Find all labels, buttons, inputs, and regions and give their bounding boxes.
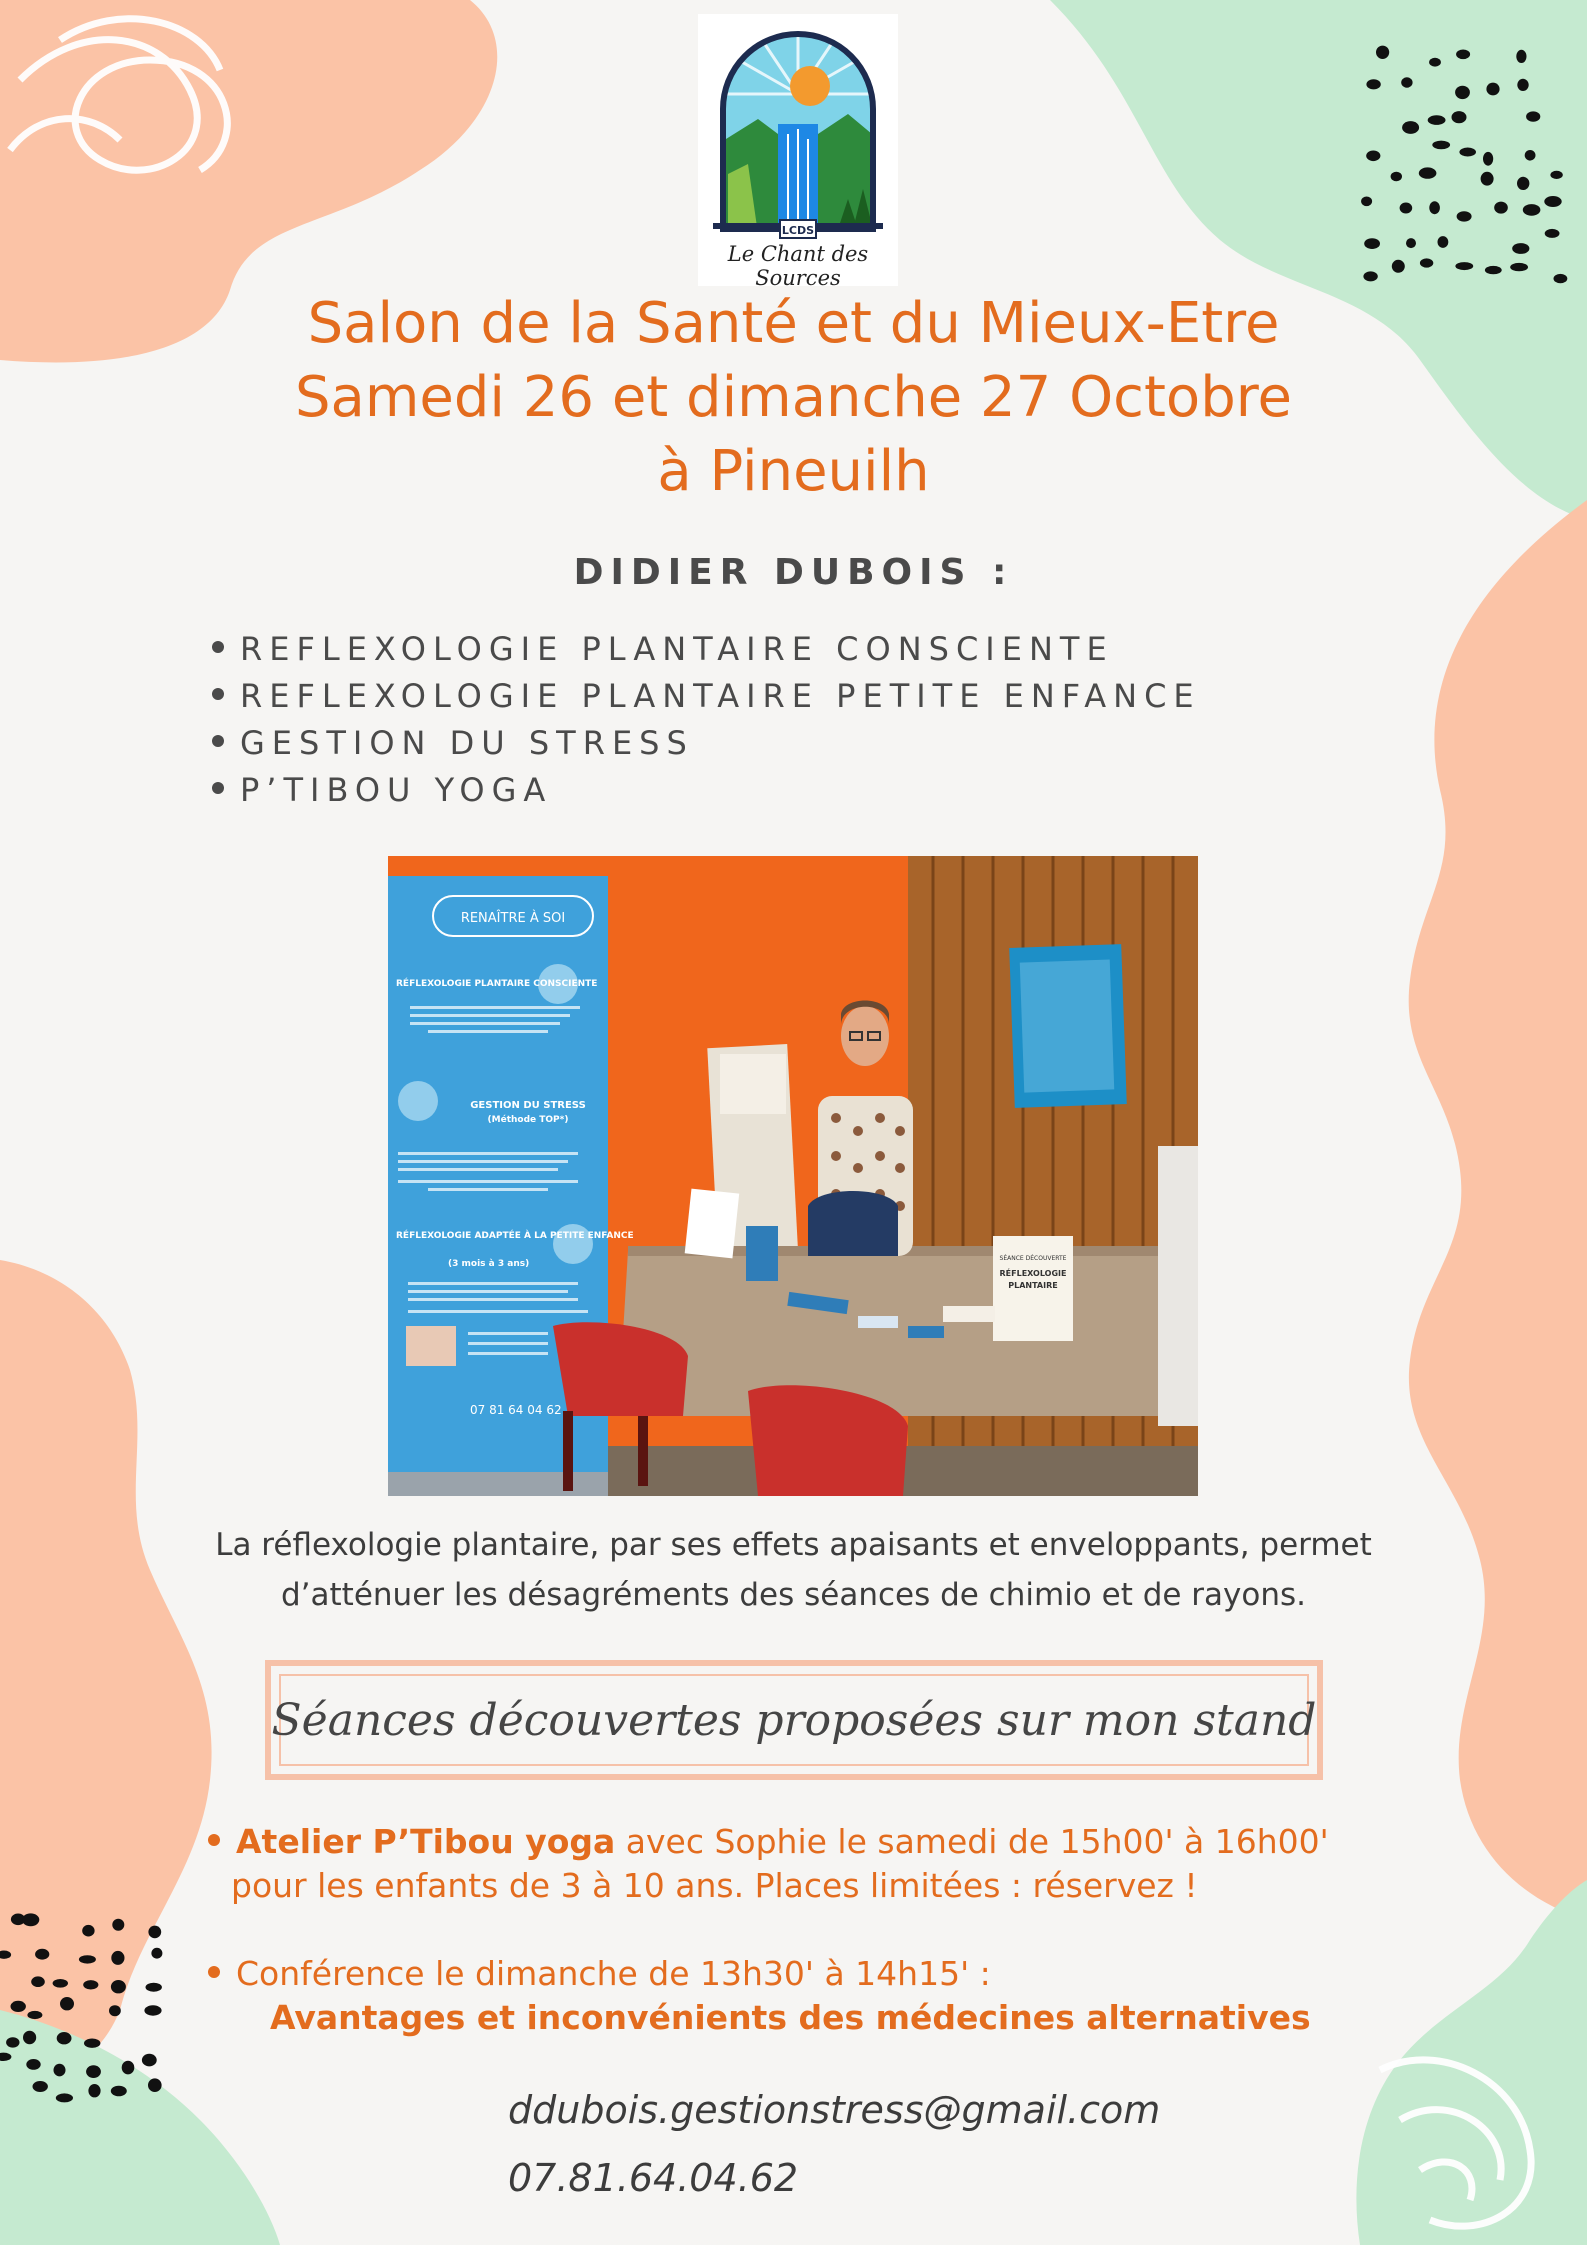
decorative-dot [1494,202,1508,214]
decorative-dot [1401,77,1412,87]
atelier-details-line-2: pour les enfants de 3 à 10 ans. Places limitées : réservez ! [231,1866,1198,1905]
decorative-dot [31,1976,45,1987]
decorative-dot [1545,229,1560,238]
decorative-dot [1526,111,1540,121]
atelier-bullet [208,1820,1329,1864]
decorative-dot [33,2081,48,2092]
event-title: Salon de la Santé et du Mieux-Etre [307,291,1280,356]
decorative-dot [22,1913,39,1926]
discovery-sessions-box [265,1660,1323,1780]
decorative-dot [1483,152,1493,166]
decorative-dot [1400,203,1413,214]
contact-email[interactable]: ddubois.gestionstress@gmail.com [508,2088,1161,2132]
decorative-dot [1523,204,1541,216]
description [100,1520,1487,1620]
decorative-dot [1391,172,1402,181]
decorative-dot [1459,148,1476,157]
decorative-dot [1510,263,1528,271]
decorative-dot [1419,167,1437,178]
decorative-dot [1363,271,1377,281]
decorative-dot [1432,141,1450,150]
decorative-dot [1550,171,1562,179]
conference-topic: Avantages et inconvénients des médecines alternatives [270,1998,1311,2037]
decorative-dot [111,2086,127,2097]
decorative-dot [1516,50,1526,63]
decorative-dot [1364,238,1380,249]
services-list [212,626,1201,814]
decorative-dot [54,2064,66,2077]
decorative-dot [26,2059,40,2070]
decorative-dot [79,1955,96,1963]
decorative-dot [1456,50,1470,60]
description-line-1: La réflexologie plantaire, par ses effets apaisants et enveloppants, permet [215,1527,1372,1563]
decorative-dot [1361,197,1372,207]
conference-details: Conférence le dimanche de 13h30' à 14h15' : [236,1954,991,1993]
peach-blob-right [1409,500,1587,1920]
decorative-dot [23,2031,36,2044]
bullet-dot [208,1834,220,1846]
banner-phone: 07 81 64 04 62 [470,1403,562,1417]
table-sign-line-2: RÉFLEXOLOGIE [999,1269,1067,1278]
decorative-dot [1525,150,1536,161]
banner-section-2-sub: (Méthode TOP*) [487,1115,569,1125]
logo [698,14,898,290]
event-location: à Pineuilh [657,439,930,504]
banner-section-2: GESTION DU STRESS [470,1100,586,1111]
decorative-dot [1429,201,1440,214]
decorative-dot [122,2061,135,2075]
banner-section-3: RÉFLEXOLOGIE ADAPTÉE À LA PETITE ENFANCE [396,1231,634,1241]
decorative-dot [112,1919,124,1931]
service-item: GESTION DU STRESS [212,720,1201,767]
decorative-dot [146,1983,162,1992]
decorative-dot [1366,151,1380,162]
decorative-dot [84,2039,100,2048]
decorative-dot [88,2084,100,2097]
logo-caption: Le Chant des Sources [727,242,869,290]
decorative-dot [1429,58,1441,67]
decorative-dot [1438,236,1449,248]
decorative-dot [148,2078,162,2092]
bullet-dot [212,735,224,747]
decorative-dot [1452,111,1467,123]
decorative-dot [1455,262,1473,270]
decorative-dot [83,1980,98,1989]
discovery-sessions-text: Séances découvertes proposées sur mon stand [271,1694,1317,1746]
decorative-dot [1544,196,1561,207]
decorative-dot [151,1948,162,1959]
decorative-dot [1376,46,1389,59]
table-sign-line-1: SÉANCE DÉCOUVERTE [999,1255,1067,1262]
table-sign-line-3: PLANTAIRE [1008,1281,1058,1290]
conference-bullet [208,1952,991,1996]
decorative-dot [111,1980,126,1993]
banner-title: RENAÎTRE À SOI [460,911,566,926]
speaker-name: DIDIER DUBOIS : [573,552,1014,593]
atelier-details: avec Sophie le samedi de 15h00' à 16h00' [615,1822,1329,1861]
decorative-dot [1485,266,1502,274]
decorative-dot [82,1925,94,1937]
decorative-dot [1486,83,1499,96]
decorative-dot [1512,243,1529,254]
decorative-dot [1406,238,1416,248]
decorative-dot [1455,86,1470,99]
decorative-dot [1517,79,1528,91]
service-item: P’TIBOU YOGA [212,767,1201,814]
decorative-dot [35,1949,49,1960]
logo-badge-text: LCDS [781,224,815,237]
decorative-dot [111,1951,124,1965]
decorative-dot [1457,211,1472,221]
decorative-dot [1517,177,1529,190]
decorative-dot [11,2001,26,2012]
decorative-dot [56,2093,73,2102]
stand-photo [388,856,1198,1496]
banner-section-1: RÉFLEXOLOGIE PLANTAIRE CONSCIENTE [396,979,598,989]
decorative-dot [6,2037,19,2047]
decorative-dot [86,2065,101,2078]
decorative-dot [1402,121,1419,134]
service-item: REFLEXOLOGIE PLANTAIRE CONSCIENTE [212,626,1201,673]
mint-blob-bottom-left [0,2010,280,2245]
decorative-dot [27,2011,42,2019]
decorative-dot [53,1979,68,1988]
decorative-dot [144,2005,161,2015]
banner-section-3-sub: (3 mois à 3 ans) [448,1259,530,1269]
decorative-dot [1428,115,1446,125]
atelier-title: Atelier P’Tibou yoga [236,1822,616,1861]
logo-emblem [698,14,898,242]
decorative-dot [142,2054,157,2067]
decorative-dot [1366,79,1380,89]
decorative-dot [1554,274,1568,283]
bullet-dot [212,688,224,700]
service-item: REFLEXOLOGIE PLANTAIRE PETITE ENFANCE [212,673,1201,720]
peach-blob-left [0,1260,212,2090]
bullet-dot [212,641,224,653]
decorative-dot [60,1997,74,2010]
decorative-dot [1392,260,1405,273]
decorative-dot [148,1926,161,1939]
bullet-dot [208,1966,220,1978]
bullet-dot [212,782,224,794]
decorative-dot [109,2005,121,2016]
description-line-2: d’atténuer les désagréments des séances de chimio et de rayons. [280,1577,1307,1613]
decorative-dot [57,2032,72,2044]
decorative-dot [1481,172,1494,186]
event-dates: Samedi 26 et dimanche 27 Octobre [295,365,1292,430]
contact-phone[interactable]: 07.81.64.04.62 [508,2156,799,2200]
decorative-dot [1420,258,1433,267]
